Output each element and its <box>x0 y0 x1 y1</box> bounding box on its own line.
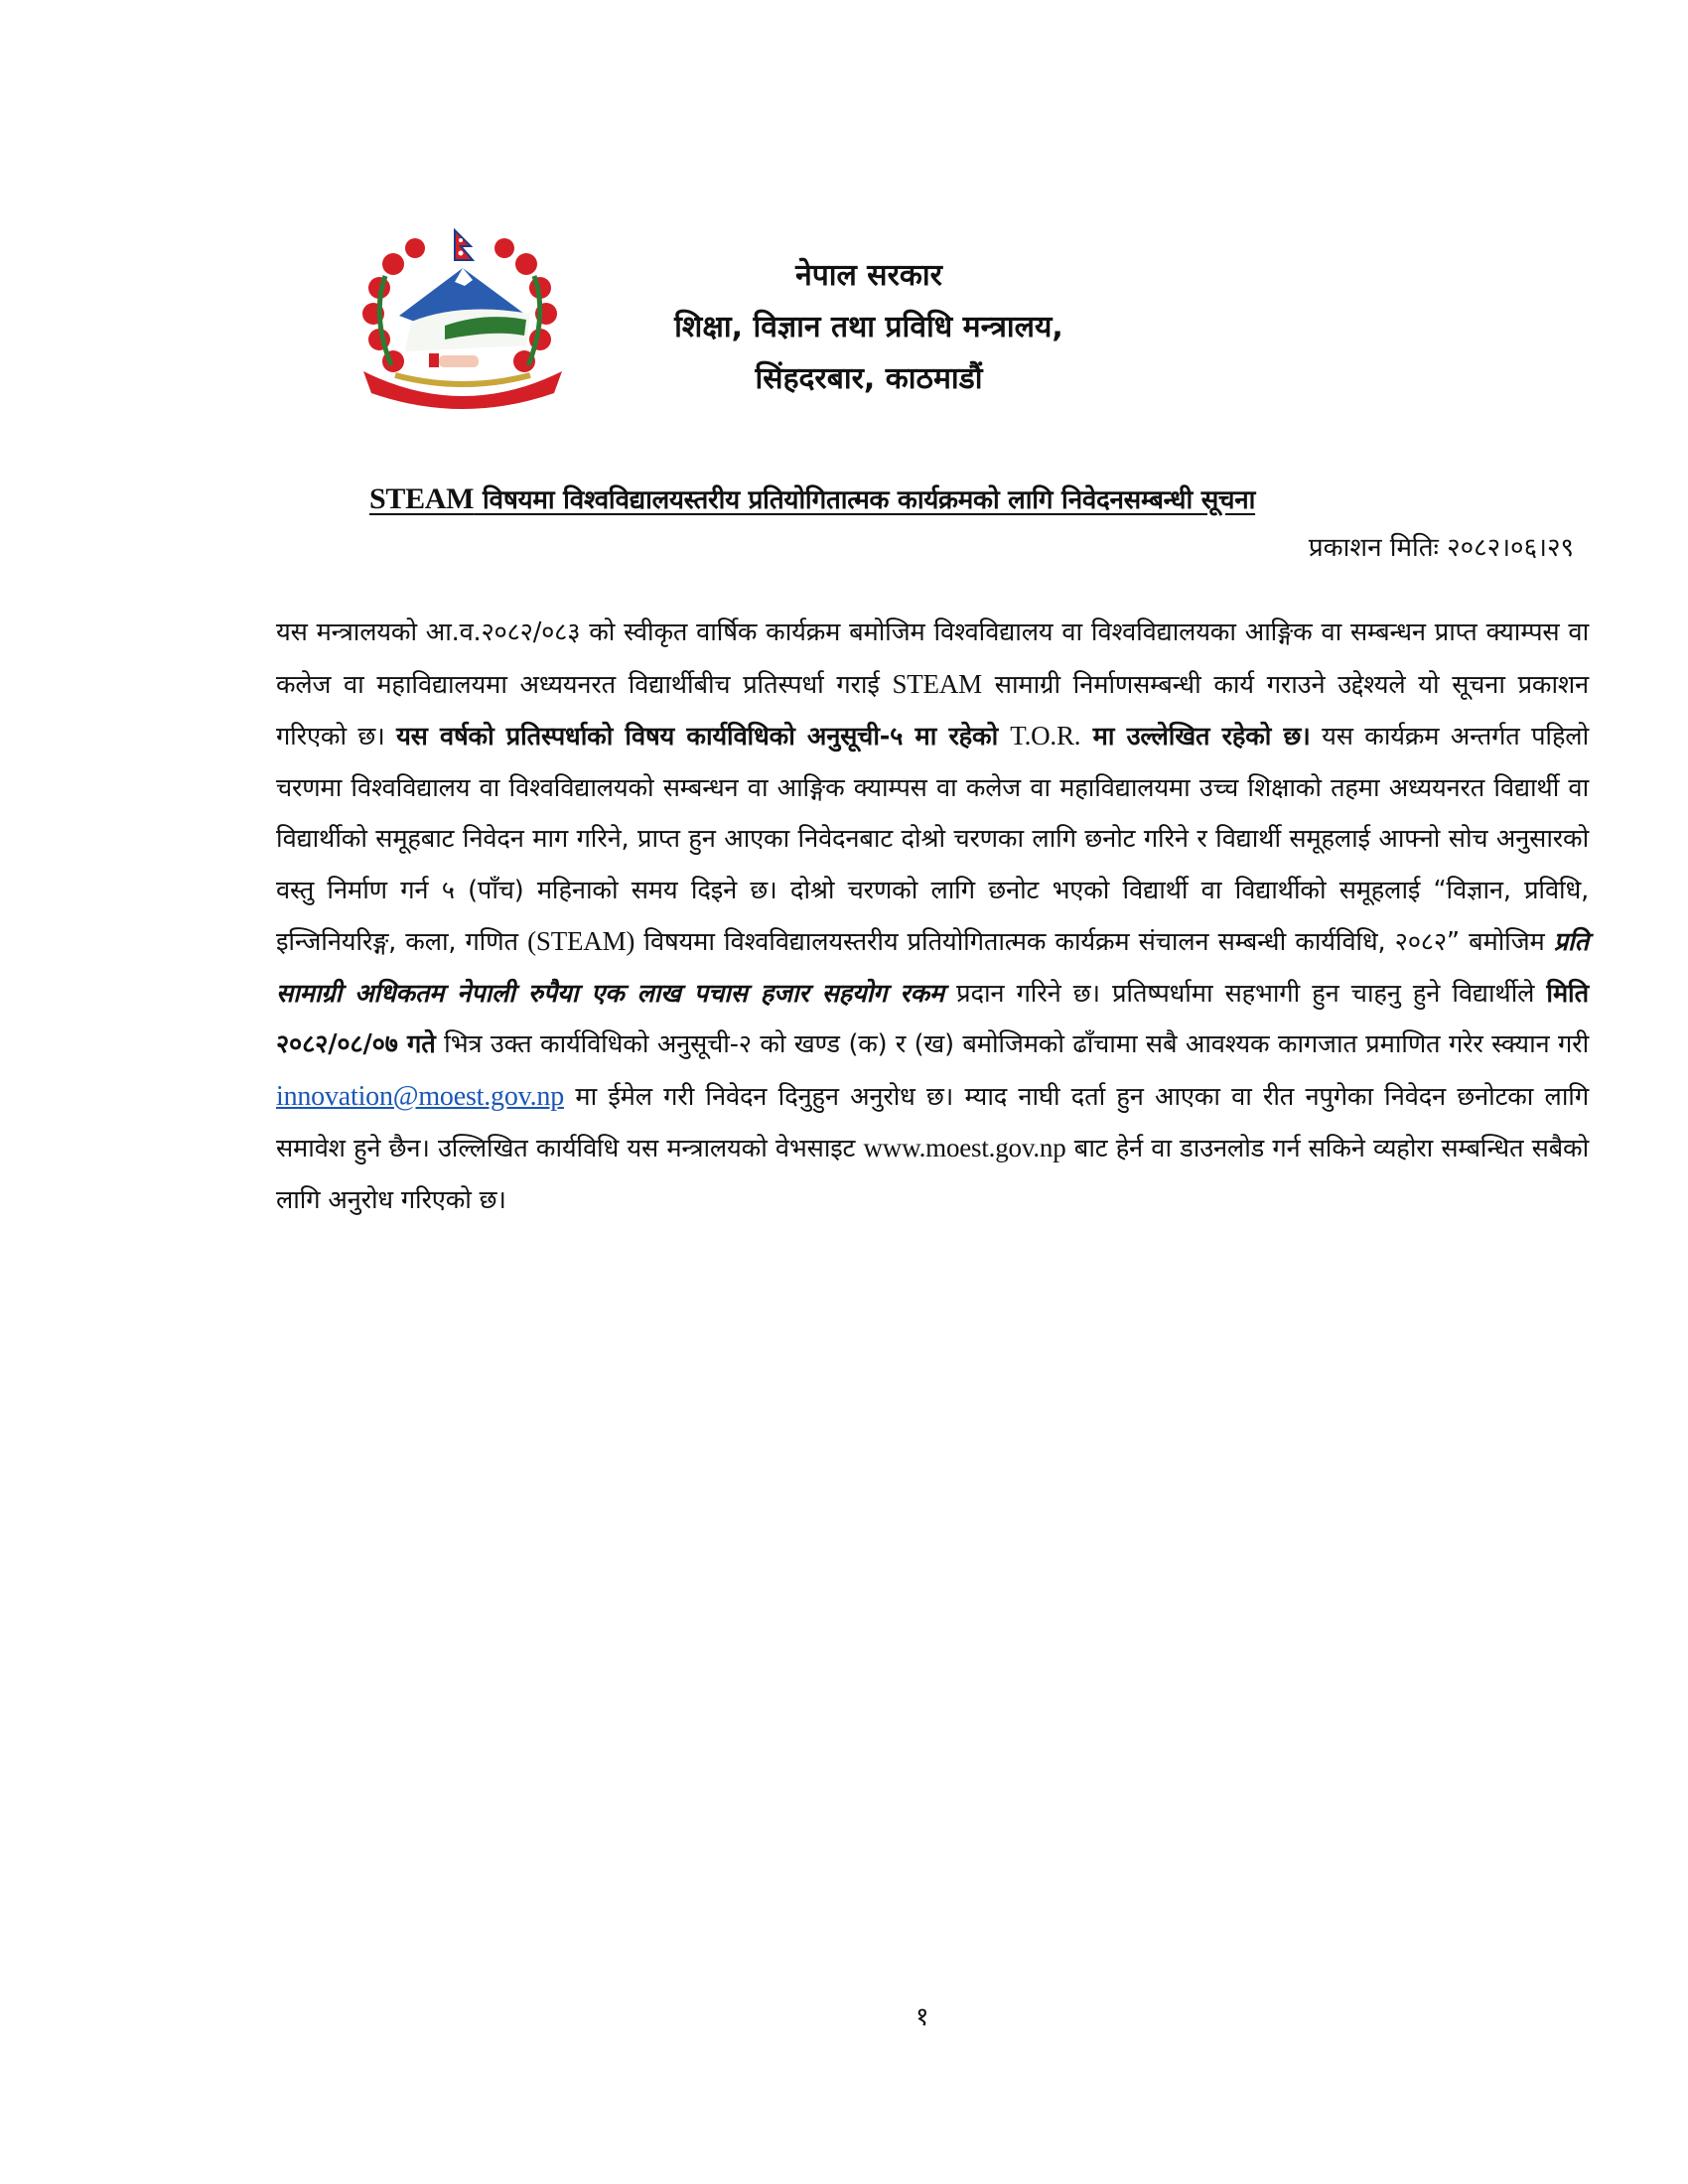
letterhead <box>635 250 1102 405</box>
website-text: www.moest.gov.np <box>863 1133 1066 1162</box>
publication-date-value: २०८२।०६।२९ <box>1438 533 1574 563</box>
body-text: यस कार्यक्रम अन्तर्गत पहिलो चरणमा विश्वविद्यालय वा विश्वविद्यालयको सम्बन्धन वा आङ्गिक क्याम्पस वा कलेज वा महाविद्यालयमा उच्च शिक्षाको तहमा अध्ययनरत विद्यार्थी वा विद्यार्थीको समूहबाट निवेदन माग गरिने, प्राप्त हुन आएका निवेदनबाट दोश्रो चरणका लागि छनोट गरिने र विद्यार्थी समूहलाई आफ्नो सोच अनुसारको वस्तु निर्माण गर्न ५ (पाँच) महिनाको समय दिइने छ। दोश्रो चरणको लागि छनोट भएको विद्यार्थी वा विद्यार्थीको समूहलाई “विज्ञान, प्रविधि, इन्जिनियरिङ्ग, कला, गणित <box>276 722 1589 957</box>
ministry-name: शिक्षा, विज्ञान तथा प्रविधि मन्त्रालय, <box>674 310 1063 344</box>
motto-ribbon-icon <box>363 371 562 409</box>
grant-amount-text: प्रति सामाग्री अधिकतम नेपाली रुपैया एक लाख पचास हजार सहयोग रकम <box>276 927 1589 1009</box>
body-text: मा ईमेल गरी निवेदन दिनुहुन अनुरोध छ। म्याद नाघी दर्ता हुन आएका वा रीत नपुगेका निवेदन छनोटका लागि समावेश हुने छैन। उल्लिखित कार्यविधि यस मन्त्रालयको वेभसाइट <box>276 1081 1589 1163</box>
body-text: STEAM <box>892 668 982 699</box>
body-text: T.O.R. <box>1010 721 1081 751</box>
notice-title <box>369 480 1255 516</box>
mountain-icon <box>399 268 530 351</box>
ministry-address: सिंहदरबार, काठमाडौं <box>755 361 983 396</box>
body-text: भित्र उक्त कार्यविधिको अनुसूची-२ को खण्ड (क) र (ख) बमोजिमको ढाँचामा सबै आवश्यक कागजात प्रमाणित गरेर स्क्यान गरी <box>435 1029 1589 1059</box>
body-text: यस मन्त्रालयको आ.व.२०८२/०८३ को स्वीकृत वार्षिक कार्यक्रम बमोजिम विश्वविद्यालय वा विश्वविद्यालयका आङ्गिक वा सम्बन्धन प्राप्त क्याम्पस वा कलेज वा महाविद्यालयमा अध्ययनरत विद्यार्थीबीच प्रतिस्पर्धा गराई <box>276 617 1589 700</box>
nepal-government-emblem <box>355 226 570 413</box>
notice-body <box>276 608 1589 1226</box>
publication-date <box>1309 528 1574 564</box>
page-number: १ <box>915 2002 929 2032</box>
body-bold-text: यस वर्षको प्रतिस्पर्धाको विषय कार्यविधिको अनुसूची-५ मा रहेको <box>396 722 1011 751</box>
handshake-icon <box>429 353 479 367</box>
body-text: विषयमा विश्वविद्यालयस्तरीय प्रतियोगितात्मक कार्यक्रम संचालन सम्बन्धी कार्यविधि, २०८२” बमोजिम <box>634 927 1554 957</box>
deadline-text: मिति २०८२/०८/०७ गते <box>276 978 1589 1059</box>
email-link[interactable]: innovation@moest.gov.np <box>276 1080 565 1112</box>
body-text: सामाग्री निर्माणसम्बन्धी कार्य गराउने उद्देश्यले यो सूचना प्रकाशन गरिएको छ। <box>276 669 1589 751</box>
title-prefix: STEAM <box>369 482 475 515</box>
body-text: प्रदान गरिने छ। प्रतिष्पर्धामा सहभागी हुन चाहनु हुने विद्यार्थीले <box>943 978 1547 1009</box>
government-name: नेपाल सरकार <box>795 258 942 293</box>
publication-date-label: प्रकाशन मितिः <box>1308 533 1439 563</box>
body-bold-text: मा उल्लेखित रहेको छ। <box>1080 722 1311 751</box>
body-text: (STEAM) <box>527 926 635 956</box>
title-text: विषयमा विश्वविद्यालयस्तरीय प्रतियोगितात्मक कार्यक्रमको लागि निवेदनसम्बन्धी सूचना <box>474 485 1256 515</box>
nepal-flag-icon <box>455 230 473 260</box>
body-text: बाट हेर्न वा डाउनलोड गर्न सकिने व्यहोरा सम्बन्धित सबैको लागि अनुरोध गरिएको छ। <box>276 1134 1589 1215</box>
